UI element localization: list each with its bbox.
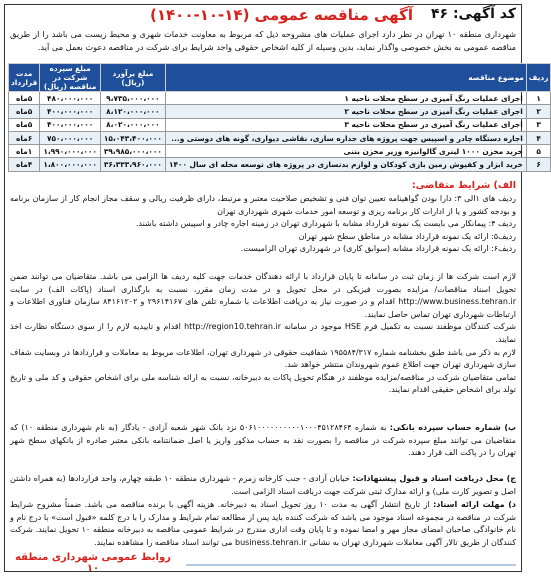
section-d-body [10,473,516,498]
cell-duration: ۵ماه [9,92,40,105]
section-b-body [10,271,516,397]
table-row [9,118,551,131]
cell-duration: ۶ماه [9,131,40,144]
cell-subject: اجاره دستگاه چادر و اسپیس جهت پروژه های جداره سازی، نقاشی دیواری، گونه های دوستی و... [165,131,526,144]
cell-duration: ۴ماه [9,158,40,171]
section-c-text: به شماره ۵۰۶۱۰۰۰۰۰۰۰۰۰۰۱۰۰۰۴۵۱۲۸۴۶۴ نزد بانک شهر شعبه آزادی - یادگار (به نام شهرداری منطقه ۱۰) که متقاضیان می توانند مبلغ سپرده شرکت در مناقصه را بصورت نقد به حساب مذکور واریز یا اصل ضمانتنامه بانکی معتبر صادره از بانکهای سطح شهر تهران را در پاکت الف قرار دهند. [10,423,516,458]
col-header-deposit: مبلغ سپرده شرکت در مناقصه (ریال) [40,64,101,92]
col-header-duration: مدت قرارداد [9,64,40,92]
cell-row-no: ۵ [526,145,551,158]
cell-row-no: ۲ [526,105,551,118]
table-row [9,145,551,158]
cell-row-no: ۱ [526,92,551,105]
section-d-title: ج) محل دریافت اسناد و قبول پیشنهادات: [352,474,516,483]
section-b-line: شرکت کنندگان موظفند نسبت به تکمیل فرم HSE موجود در سامانه http://region10.tehran.ir اقدام و تاییدیه لازم را از سوی دستگاه نظارت اخذ نمایند. [10,322,516,344]
section-a-line: ردیف۶: ارائه یک نمونه قرارداد مشابه (سوابق کاری) در شهرداری تهران الزامیست. [240,244,516,254]
col-header-subject: موضوع مناقصه [165,64,526,92]
section-a-title: الف) شرایط متقاضی: [411,180,516,191]
cell-duration: ۵ماه [9,105,40,118]
section-b-line: لازم به ذکر می باشد طبق بخشنامه شماره ۱۹۵۵۸۴/۳۱۷ شفافیت حقوقی در شهرداری تهران، اطلاعات مربوط به معاملات و قراردادها در وبسایت شفاف سازی شهرداری تهران جهت اطلاع عموم شهروندان منتشر خواهد شد. [10,347,516,370]
notice-title: آگهی مناقصه عمومی (۱۴-۱۰-۱۴۰۰) [150,6,413,24]
section-c-title: ب) شماره حساب سپرده بانکی: [389,423,517,432]
section-a-line: ردیف های ۱الی ۳: دارا بودن گواهینامه تعیین توان فنی و تشخیص صلاحیت معتبر و مرتبط، دارای ظرفیت ریالی و سقف مجاز انجام کار از سازمان برنامه و بودجه کشور و یا از ادارات کار برنامه ریزی و توسعه امور خدمات شهری شهرداری تهران [10,194,516,216]
cell-estimate: ۸،۱۲۰،۰۰۰،۰۰۰ [100,105,165,118]
cell-subject: خرید ابزار و کفپوش زمین بازی کودکان و لوازم بدنسازی در پروژه های توسعه محله ای سال ۱۴۰۰ [165,158,526,171]
cell-row-no: ۴ [526,131,551,144]
section-b-line: لازم است شرکت ها از زمان ثبت در سامانه تا پایان قرارداد با ارائه دهندگان خدمات جهت کلیه ردیف ها الزامی می باشد. متقاضیان می توانند ضمن تحویل اسناد مناقصات/ مزایده بصورت فیزیکی در محل تحویل و در مدت زمان مقرر، نسبت به بارگذاری اسناد (پاکات الف) در سایت http://www.business.tehran.ir اقدام و در صورت نیاز به دریافت اطلاعات با شماره تلفن های ۲۹۶۱۴۱۶۷ و ۸۴۱۶۱۲۰۲ سازمان فناوری اطلاعات و ارتباطات شهرداری تهران تماس حاصل نمایند. [10,272,517,319]
cell-row-no: ۳ [526,118,551,131]
section-d-text: خیابان آزادی - جنب کارخانه زمزم - شهرداری منطقه ۱۰ طبقه چهارم، واحد قراردادها (به همراه داشتن اصل و تصویر کارت ملی) و ارائه مدارک ثبتی شرکت جهت دریافت اسناد الزامی است. [10,474,516,496]
section-b-line: تمامی متقاضیان شرکت در مناقصه/مزایده موظفند در هنگام تحویل پاکات به دبیرخانه، نسبت به ارائه شناسه ملی برای اشخاص حقوقی و کد ملی و تاریخ تولد برای اشخاص حقیقی اقدام نمایند. [10,372,516,395]
footer-stripe [186,564,516,566]
cell-deposit: ۴۰۰،۰۰۰،۰۰۰ [40,118,101,131]
section-a-line: ردیف ۴: پیمانکار می بایست یک نمونه قرارداد مشابه با شهرداری تهران در زمینه اجاره چادر و اسپیس داشته باشند. [135,219,516,229]
notice-code: کد آگهی: ۴۶ [430,6,516,22]
cell-estimate: ۳۹،۹۸۵،۰۰۰،۰۰۰ [100,145,165,158]
cell-subject: اجرای عملیات رنگ آمیزی در سطح محلات ناحیه ۲ [165,105,526,118]
intro-paragraph: شهرداری منطقه ۱۰ تهران در نظر دارد اجرای عملیات های مشروحه ذیل که مربوط به معاونت خدمات شهری و محیط زیست می باشد را از طریق مناقصه عمومی به بخش خصوصی واگذار نماید، بدین وسیله از کلیه اشخاص حقوقی واجد شرایط برای شرکت در مناقصه دعوت بعمل می آید. [10,29,517,52]
section-e-title: د) مهلت ارائه اسناد: [433,500,516,509]
cell-deposit: ۴۰۰،۰۰۰،۰۰۰ [40,105,101,118]
tender-table [8,63,551,172]
cell-estimate: ۱۵،۰۴۳،۴۰۰،۰۰۰ [100,131,165,144]
cell-subject: اجرای عملیات رنگ آمیزی در سطح محلات ناحیه ۳ [165,118,526,131]
section-c-body [10,422,516,460]
cell-estimate: ۹،۷۳۵،۰۰۰،۰۰۰ [100,92,165,105]
table-row [9,105,551,118]
section-e-text: از تاریخ انتشار آگهی به مدت ۱۰ روز تحویل اسناد به دبیرخانه. هزینه آگهی با برنده مناقصه می باشد. ضمناً مشروح شرایط شرکت در مناقصه در مجموعه اسناد موجود می باشد که شرکت کننده باید پس از مطالعه تمام شرایط و مدارک را با درج کلمه «قبول است» با درج نام و نام خانوادگی صاحبان امضای مجاز مهر و امضا نموده و تا پایان وقت اداری مندرج در شرایط عمومی مناقصه به دبیرخانه منطقه ۱۰ تحویل نمایند. شرکت کنندگان از طریق تالار آگهی معاملات شهرداری تهران به نشانی business.tehran.ir می توانند اسناد مناقصه را مشاهده نمایند. [10,500,517,547]
cell-deposit: ۱،۸۰۰،۰۰۰،۰۰۰ [40,158,101,171]
cell-deposit: ۱،۹۹۰،۰۰۰،۰۰۰ [40,145,101,158]
section-a-line: ردیف۵: ارائه یک نمونه قرارداد مشابه در مناطق سطح شهر تهران [298,231,516,241]
table-row [9,158,551,171]
cell-duration: ۱ماه [9,145,40,158]
cell-subject: خرید مخزن ۱۰۰۰ لیتری گالوانیزه وزیر مخزن بتنی [165,145,526,158]
table-header-row [9,64,551,92]
cell-estimate: ۳۶،۳۳۳،۹۶۰،۰۰۰ [100,158,165,171]
table-row [9,131,551,144]
cell-estimate: ۸،۰۲۰،۰۰۰،۰۰۰ [100,118,165,131]
cell-row-no: ۶ [526,158,551,171]
footer-signature: روابط عمومی شهرداری منطقه ۱۰ [15,552,171,574]
section-a-body [10,193,516,256]
cell-duration: ۵ماه [9,118,40,131]
section-e-body [10,499,516,549]
cell-subject: اجرای عملیات رنگ آمیزی در سطح محلات ناحیه ۱ [165,92,526,105]
cell-deposit: ۷۵۰،۰۰۰،۰۰۰ [40,131,101,144]
table-row [9,92,551,105]
col-header-row-no: ردیف [526,64,551,92]
cell-deposit: ۴۸۰،۰۰۰،۰۰۰ [40,92,101,105]
notice-header [0,6,526,28]
col-header-estimate: مبلغ برآورد (ریال) [100,64,165,92]
